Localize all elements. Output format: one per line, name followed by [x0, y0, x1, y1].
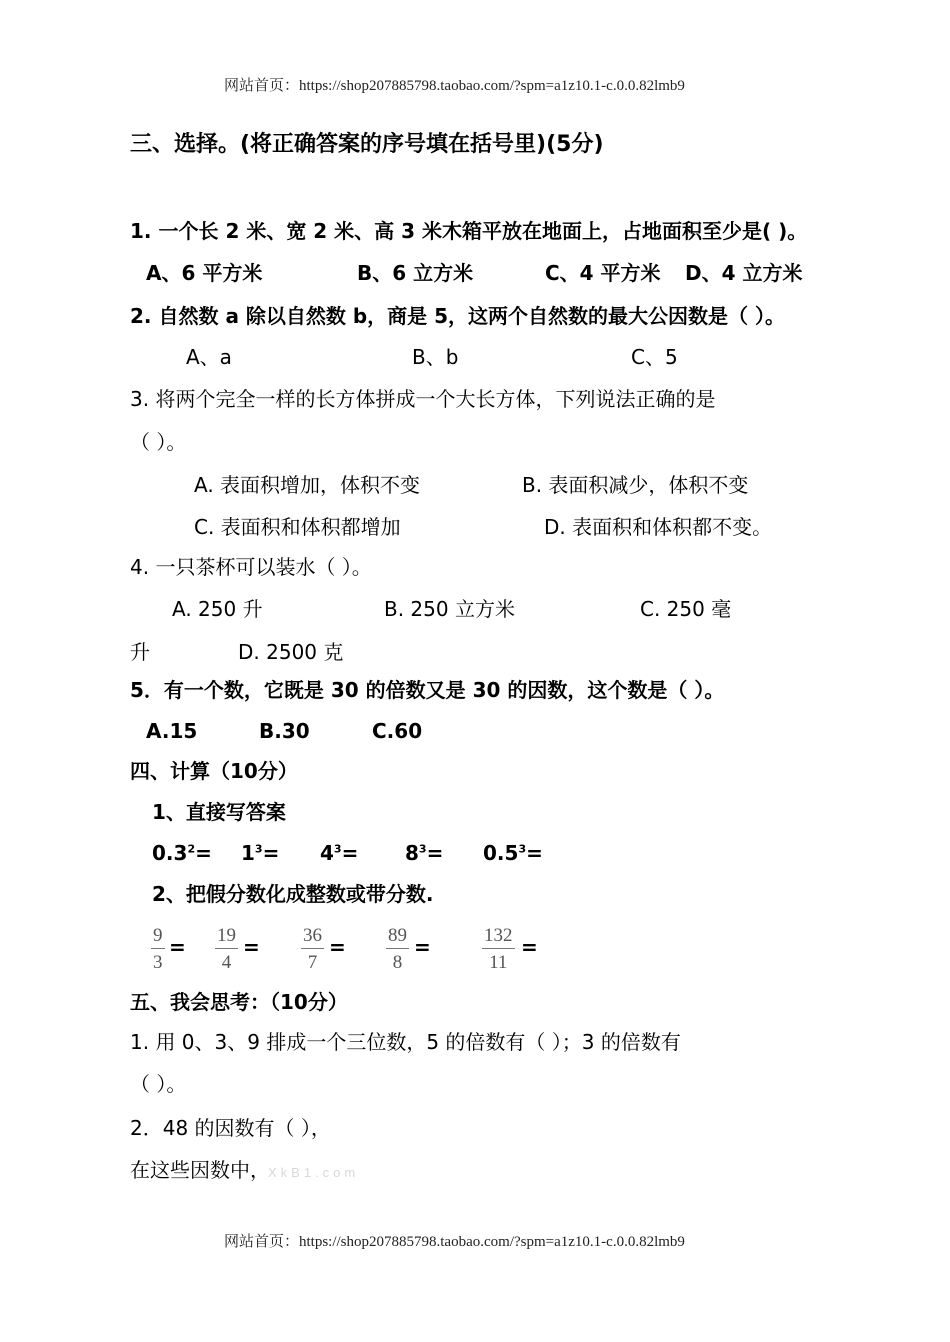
s5-question-1-line2: （ ）。	[130, 1072, 187, 1096]
q2-option-a: A、a	[186, 345, 232, 369]
q4-option-b: B. 250 立方米	[384, 597, 515, 621]
q4-option-c-wrap: 升	[130, 640, 150, 664]
s5-question-1-line1: 1. 用 0、3、9 排成一个三位数，5 的倍数有（ ）；3 的倍数有	[130, 1030, 681, 1054]
q4-option-a: A. 250 升	[172, 597, 263, 621]
fraction-3-equals: =	[329, 935, 346, 959]
q5-option-c: C.60	[372, 719, 423, 743]
fraction-4: 89 8	[388, 925, 407, 973]
q2-option-b: B、b	[412, 345, 459, 369]
s5-question-2-line2: 在这些因数中，	[130, 1158, 270, 1182]
q1-option-b: B、6 立方米	[357, 261, 474, 285]
s5-question-2-line1: 2．48 的因数有（ ），	[130, 1116, 331, 1140]
fraction-2: 19 4	[217, 925, 236, 973]
fraction-1: 9 3	[153, 925, 163, 973]
power-4: $8^3=$	[405, 841, 444, 865]
fraction-1-equals: =	[169, 935, 186, 959]
question-2: 2. 自然数 a 除以自然数 b，商是 5，这两个自然数的最大公因数是（ ）。	[130, 304, 786, 328]
q3-option-b: B. 表面积减少，体积不变	[522, 473, 749, 497]
q3-option-c: C. 表面积和体积都增加	[194, 515, 401, 539]
section4-sub1: 1、直接写答案	[152, 800, 286, 824]
power-5: $0.5^3=$	[483, 841, 543, 865]
fraction-4-equals: =	[414, 935, 431, 959]
watermark: XkB1.com	[268, 1165, 360, 1180]
fraction-5: 132 11	[484, 925, 513, 973]
section4-sub2: 2、把假分数化成整数或带分数.	[152, 882, 434, 906]
section5-title: 五、我会思考：（10分）	[130, 990, 348, 1014]
q1-option-c: C、4 平方米	[545, 261, 661, 285]
question-1: 1. 一个长 2 米、宽 2 米、高 3 米木箱平放在地面上，占地面积至少是( )。	[130, 219, 808, 243]
power-1: $0.3^2=$	[152, 841, 212, 865]
q1-option-a: A、6 平方米	[146, 261, 263, 285]
q5-option-a: A.15	[146, 719, 198, 743]
section3-title: 三、选择。(将正确答案的序号填在括号里)(5分)	[130, 132, 604, 157]
page-footer: 网站首页：https://shop207885798.taobao.com/?spm=a1z10.1-c.0.0.82lmb9	[224, 1234, 685, 1250]
fraction-2-equals: =	[243, 935, 260, 959]
question-4: 4. 一只茶杯可以装水（ ）。	[130, 555, 372, 579]
power-3: $4^3=$	[320, 841, 359, 865]
q3-option-a: A. 表面积增加，体积不变	[194, 473, 421, 497]
question-3: 3. 将两个完全一样的长方体拼成一个大长方体，下列说法正确的是	[130, 387, 716, 411]
q4-option-c: C. 250 毫	[640, 597, 732, 621]
power-2: $1^3=$	[241, 841, 280, 865]
fraction-3: 36 7	[303, 925, 322, 973]
q5-option-b: B.30	[259, 719, 310, 743]
q3-blank: （ ）。	[130, 430, 187, 454]
q4-option-d: D. 2500 克	[238, 640, 344, 664]
fraction-5-equals: =	[521, 935, 538, 959]
q1-option-d: D、4 立方米	[685, 261, 803, 285]
q2-option-c: C、5	[631, 345, 678, 369]
section4-title: 四、计算（10分）	[130, 759, 298, 783]
page-header: 网站首页：https://shop207885798.taobao.com/?spm=a1z10.1-c.0.0.82lmb9	[224, 78, 685, 94]
question-5: 5．有一个数，它既是 30 的倍数又是 30 的因数，这个数是（ ）。	[130, 678, 725, 702]
q3-option-d: D. 表面积和体积都不变。	[544, 515, 773, 539]
